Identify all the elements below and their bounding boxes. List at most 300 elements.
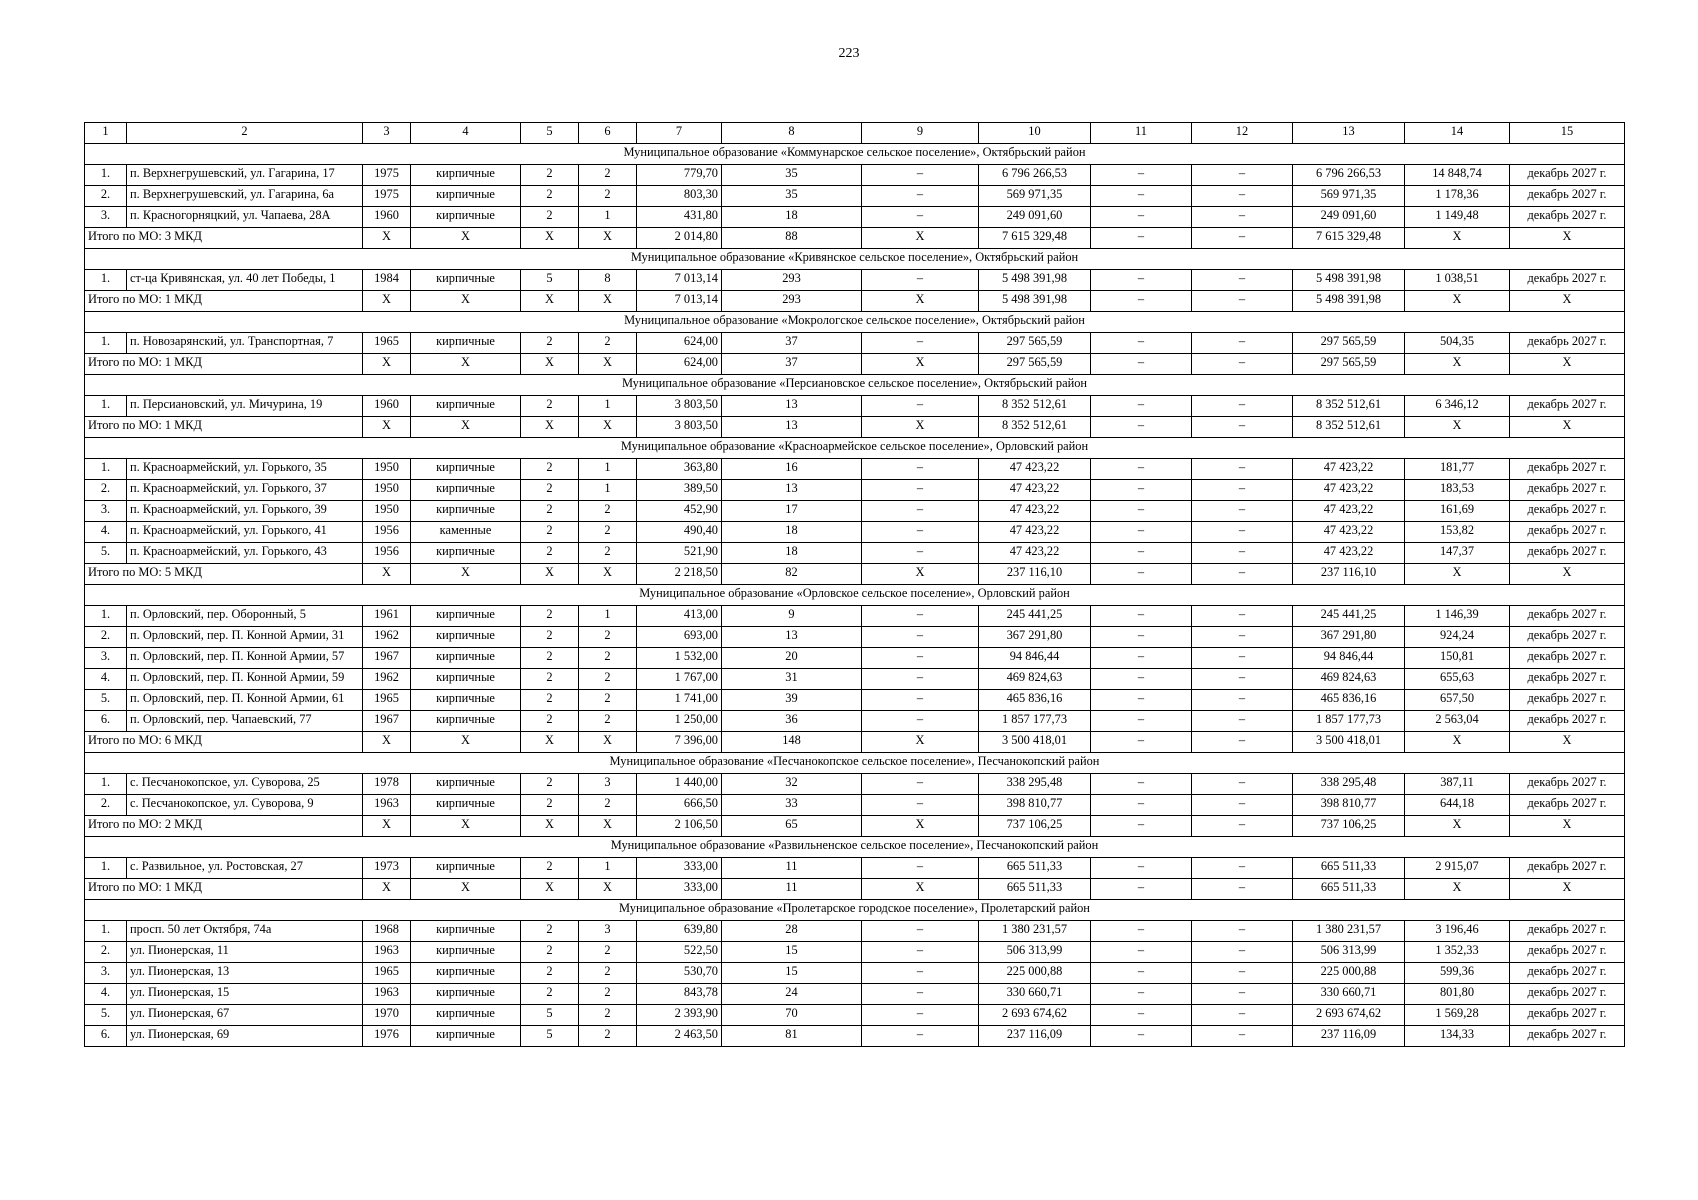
table-cell: 1956 bbox=[363, 543, 411, 564]
table-cell: 389,50 bbox=[637, 480, 722, 501]
table-cell: – bbox=[1091, 816, 1192, 837]
table-cell: – bbox=[1192, 186, 1293, 207]
table-cell: – bbox=[1091, 291, 1192, 312]
table-cell: 2 bbox=[521, 186, 579, 207]
table-cell: декабрь 2027 г. bbox=[1510, 459, 1625, 480]
table-cell: – bbox=[1192, 522, 1293, 543]
table-cell: п. Персиановский, ул. Мичурина, 19 bbox=[127, 396, 363, 417]
table-cell: 4. bbox=[85, 669, 127, 690]
table-cell: 249 091,60 bbox=[1293, 207, 1405, 228]
table-cell: 297 565,59 bbox=[979, 354, 1091, 375]
table-cell: – bbox=[1192, 627, 1293, 648]
table-cell: – bbox=[1091, 333, 1192, 354]
table-cell: 47 423,22 bbox=[979, 543, 1091, 564]
table-cell: 1975 bbox=[363, 165, 411, 186]
table-row bbox=[85, 501, 1625, 522]
section-title: Муниципальное образование «Коммунарское сельское поселение», Октябрьский район bbox=[85, 144, 1625, 165]
table-cell: 225 000,88 bbox=[979, 963, 1091, 984]
table-cell: кирпичные bbox=[411, 1026, 521, 1047]
table-cell: – bbox=[1091, 732, 1192, 753]
column-header: 4 bbox=[411, 123, 521, 144]
table-cell: 2 bbox=[521, 942, 579, 963]
table-cell: – bbox=[862, 858, 979, 879]
table-cell: 5 bbox=[521, 1026, 579, 1047]
table-row bbox=[85, 270, 1625, 291]
table-cell: декабрь 2027 г. bbox=[1510, 648, 1625, 669]
table-cell: – bbox=[1192, 963, 1293, 984]
table-cell: – bbox=[1192, 858, 1293, 879]
table-cell: 3 bbox=[579, 921, 637, 942]
total-row bbox=[85, 816, 1625, 837]
table-cell: кирпичные bbox=[411, 942, 521, 963]
table-row bbox=[85, 165, 1625, 186]
table-cell: 2 bbox=[521, 921, 579, 942]
table-cell: 13 bbox=[722, 627, 862, 648]
table-cell: 665 511,33 bbox=[1293, 879, 1405, 900]
table-cell: – bbox=[862, 921, 979, 942]
table-cell: 1965 bbox=[363, 690, 411, 711]
table-cell: – bbox=[1091, 1005, 1192, 1026]
table-cell: 237 116,10 bbox=[979, 564, 1091, 585]
table-cell: декабрь 2027 г. bbox=[1510, 333, 1625, 354]
table-cell: 1976 bbox=[363, 1026, 411, 1047]
table-cell: 1978 bbox=[363, 774, 411, 795]
table-cell: 639,80 bbox=[637, 921, 722, 942]
table-cell: 2 bbox=[521, 522, 579, 543]
table-cell: 15 bbox=[722, 963, 862, 984]
table-cell: – bbox=[1192, 669, 1293, 690]
table-cell: 24 bbox=[722, 984, 862, 1005]
table-cell: декабрь 2027 г. bbox=[1510, 1005, 1625, 1026]
table-cell: – bbox=[1091, 501, 1192, 522]
table-cell: 2 693 674,62 bbox=[979, 1005, 1091, 1026]
table-cell: 398 810,77 bbox=[979, 795, 1091, 816]
table-cell: X bbox=[411, 291, 521, 312]
table-cell: 1960 bbox=[363, 207, 411, 228]
table-cell: 2 bbox=[521, 858, 579, 879]
table-cell: 1970 bbox=[363, 1005, 411, 1026]
table-cell: X bbox=[579, 564, 637, 585]
table-cell: 924,24 bbox=[1405, 627, 1510, 648]
table-cell: – bbox=[862, 333, 979, 354]
table-cell: 1967 bbox=[363, 711, 411, 732]
table-cell: 47 423,22 bbox=[979, 522, 1091, 543]
table-cell: – bbox=[862, 648, 979, 669]
table-cell: 1962 bbox=[363, 627, 411, 648]
table-cell: п. Орловский, пер. П. Конной Армии, 59 bbox=[127, 669, 363, 690]
table-cell: – bbox=[1192, 333, 1293, 354]
table-cell: – bbox=[1091, 396, 1192, 417]
table-cell: 387,11 bbox=[1405, 774, 1510, 795]
table-cell: X bbox=[1510, 228, 1625, 249]
table-cell: кирпичные bbox=[411, 774, 521, 795]
table-cell: – bbox=[1091, 795, 1192, 816]
table-cell: X bbox=[862, 354, 979, 375]
table-cell: – bbox=[1091, 186, 1192, 207]
table-cell: X bbox=[411, 879, 521, 900]
table-cell: X bbox=[521, 228, 579, 249]
table-cell: – bbox=[1091, 606, 1192, 627]
table-cell: 3. bbox=[85, 648, 127, 669]
table-cell: 8 352 512,61 bbox=[1293, 417, 1405, 438]
table-cell: 779,70 bbox=[637, 165, 722, 186]
table-cell: 803,30 bbox=[637, 186, 722, 207]
section-row bbox=[85, 585, 1625, 606]
total-row bbox=[85, 228, 1625, 249]
table-cell: X bbox=[1510, 732, 1625, 753]
column-header: 11 bbox=[1091, 123, 1192, 144]
table-cell: 2 bbox=[579, 186, 637, 207]
table-cell: 183,53 bbox=[1405, 480, 1510, 501]
table-cell: 2 014,80 bbox=[637, 228, 722, 249]
table-cell: 2 bbox=[521, 774, 579, 795]
table-cell: 2 bbox=[579, 1026, 637, 1047]
table-cell: 569 971,35 bbox=[979, 186, 1091, 207]
table-cell: 2 218,50 bbox=[637, 564, 722, 585]
table-cell: 11 bbox=[722, 858, 862, 879]
table-cell: – bbox=[1192, 1005, 1293, 1026]
table-row bbox=[85, 333, 1625, 354]
table-cell: 1950 bbox=[363, 480, 411, 501]
column-header: 9 bbox=[862, 123, 979, 144]
table-cell: X bbox=[862, 417, 979, 438]
column-header: 15 bbox=[1510, 123, 1625, 144]
table-cell: – bbox=[862, 1026, 979, 1047]
table-cell: – bbox=[1091, 543, 1192, 564]
table-cell: – bbox=[1091, 942, 1192, 963]
table-cell: п. Красноармейский, ул. Горького, 43 bbox=[127, 543, 363, 564]
table-cell: – bbox=[1091, 879, 1192, 900]
table-cell: кирпичные bbox=[411, 186, 521, 207]
table-cell: ул. Пионерская, 69 bbox=[127, 1026, 363, 1047]
column-header: 10 bbox=[979, 123, 1091, 144]
table-cell: – bbox=[1192, 564, 1293, 585]
table-cell: декабрь 2027 г. bbox=[1510, 396, 1625, 417]
table-cell: – bbox=[1091, 690, 1192, 711]
table-cell: кирпичные bbox=[411, 333, 521, 354]
table-cell: 293 bbox=[722, 270, 862, 291]
table-cell: 6 796 266,53 bbox=[1293, 165, 1405, 186]
table-cell: X bbox=[411, 354, 521, 375]
table-cell: 363,80 bbox=[637, 459, 722, 480]
table-cell: – bbox=[862, 522, 979, 543]
table-cell: 1950 bbox=[363, 459, 411, 480]
total-row bbox=[85, 354, 1625, 375]
table-cell: X bbox=[363, 732, 411, 753]
table-cell: 1 178,36 bbox=[1405, 186, 1510, 207]
table-cell: X bbox=[363, 417, 411, 438]
table-cell: 8 352 512,61 bbox=[1293, 396, 1405, 417]
table-cell: декабрь 2027 г. bbox=[1510, 774, 1625, 795]
table-cell: с. Песчанокопское, ул. Суворова, 9 bbox=[127, 795, 363, 816]
table-cell: 47 423,22 bbox=[1293, 522, 1405, 543]
table-cell: 465 836,16 bbox=[979, 690, 1091, 711]
table-cell: 2 bbox=[579, 543, 637, 564]
table-cell: 504,35 bbox=[1405, 333, 1510, 354]
table-cell: 161,69 bbox=[1405, 501, 1510, 522]
table-cell: декабрь 2027 г. bbox=[1510, 942, 1625, 963]
table-cell: 5. bbox=[85, 690, 127, 711]
table-cell: 2 bbox=[521, 459, 579, 480]
table-cell: 2. bbox=[85, 627, 127, 648]
table-cell: ст-ца Кривянская, ул. 40 лет Победы, 1 bbox=[127, 270, 363, 291]
table-cell: X bbox=[1405, 564, 1510, 585]
table-cell: 2 393,90 bbox=[637, 1005, 722, 1026]
table-cell: – bbox=[862, 207, 979, 228]
table-cell: – bbox=[1192, 207, 1293, 228]
table-cell: 1. bbox=[85, 858, 127, 879]
table-cell: 398 810,77 bbox=[1293, 795, 1405, 816]
table-cell: 1 bbox=[579, 396, 637, 417]
table-cell: 5 498 391,98 bbox=[1293, 270, 1405, 291]
table-cell: 469 824,63 bbox=[979, 669, 1091, 690]
table-cell: 13 bbox=[722, 480, 862, 501]
table-cell: 506 313,99 bbox=[1293, 942, 1405, 963]
table-row bbox=[85, 1026, 1625, 1047]
table-cell: – bbox=[1091, 627, 1192, 648]
table-cell: 521,90 bbox=[637, 543, 722, 564]
table-cell: декабрь 2027 г. bbox=[1510, 795, 1625, 816]
total-row bbox=[85, 564, 1625, 585]
table-cell: 2 bbox=[521, 795, 579, 816]
table-cell: 1 bbox=[579, 606, 637, 627]
table-cell: декабрь 2027 г. bbox=[1510, 690, 1625, 711]
table-cell: 150,81 bbox=[1405, 648, 1510, 669]
table-cell: п. Красноармейский, ул. Горького, 35 bbox=[127, 459, 363, 480]
total-label: Итого по МО: 6 МКД bbox=[85, 732, 363, 753]
table-cell: 330 660,71 bbox=[1293, 984, 1405, 1005]
table-cell: X bbox=[862, 228, 979, 249]
table-cell: просп. 50 лет Октября, 74а bbox=[127, 921, 363, 942]
table-row bbox=[85, 648, 1625, 669]
table-row bbox=[85, 207, 1625, 228]
table-cell: – bbox=[1091, 984, 1192, 1005]
table-cell: п. Орловский, пер. П. Конной Армии, 61 bbox=[127, 690, 363, 711]
table-cell: 1960 bbox=[363, 396, 411, 417]
table-cell: 465 836,16 bbox=[1293, 690, 1405, 711]
table-cell: X bbox=[1405, 816, 1510, 837]
table-cell: 2 bbox=[521, 501, 579, 522]
table-cell: 3 803,50 bbox=[637, 396, 722, 417]
table-cell: X bbox=[1405, 354, 1510, 375]
table-cell: – bbox=[862, 480, 979, 501]
table-cell: 35 bbox=[722, 186, 862, 207]
table-cell: 452,90 bbox=[637, 501, 722, 522]
table-cell: – bbox=[862, 774, 979, 795]
table-row bbox=[85, 774, 1625, 795]
table-cell: 2. bbox=[85, 795, 127, 816]
table-cell: X bbox=[363, 564, 411, 585]
table-cell: 2 bbox=[579, 690, 637, 711]
table-cell: – bbox=[862, 165, 979, 186]
table-cell: X bbox=[579, 879, 637, 900]
table-cell: 522,50 bbox=[637, 942, 722, 963]
table-cell: – bbox=[1091, 648, 1192, 669]
table-cell: ул. Пионерская, 11 bbox=[127, 942, 363, 963]
table-cell: 737 106,25 bbox=[979, 816, 1091, 837]
column-header: 13 bbox=[1293, 123, 1405, 144]
table-cell: декабрь 2027 г. bbox=[1510, 543, 1625, 564]
table-cell: 2 bbox=[521, 984, 579, 1005]
table-cell: 333,00 bbox=[637, 858, 722, 879]
table-row bbox=[85, 669, 1625, 690]
table-cell: кирпичные bbox=[411, 1005, 521, 1026]
table-cell: X bbox=[1405, 417, 1510, 438]
section-row bbox=[85, 753, 1625, 774]
section-title: Муниципальное образование «Развильненское сельское поселение», Песчанокопский район bbox=[85, 837, 1625, 858]
table-cell: 1 bbox=[579, 459, 637, 480]
table-cell: 2. bbox=[85, 942, 127, 963]
table-cell: X bbox=[579, 291, 637, 312]
table-cell: 181,77 bbox=[1405, 459, 1510, 480]
page-number: 223 bbox=[838, 46, 860, 61]
table-cell: 1973 bbox=[363, 858, 411, 879]
table-cell: 17 bbox=[722, 501, 862, 522]
table-cell: 8 352 512,61 bbox=[979, 417, 1091, 438]
section-title: Муниципальное образование «Мокрологское сельское поселение», Октябрьский район bbox=[85, 312, 1625, 333]
table-cell: – bbox=[1192, 816, 1293, 837]
table-cell: 737 106,25 bbox=[1293, 816, 1405, 837]
table-cell: 2 bbox=[579, 522, 637, 543]
table-cell: каменные bbox=[411, 522, 521, 543]
column-header: 5 bbox=[521, 123, 579, 144]
table-cell: – bbox=[862, 396, 979, 417]
column-header: 6 bbox=[579, 123, 637, 144]
table-cell: 6 796 266,53 bbox=[979, 165, 1091, 186]
table-cell: 2 bbox=[521, 606, 579, 627]
table-cell: 2 bbox=[579, 795, 637, 816]
table-cell: – bbox=[1091, 774, 1192, 795]
table-row bbox=[85, 690, 1625, 711]
table-cell: 2 bbox=[579, 333, 637, 354]
table-cell: 665 511,33 bbox=[1293, 858, 1405, 879]
table-row bbox=[85, 459, 1625, 480]
table-cell: X bbox=[363, 228, 411, 249]
table-cell: кирпичные bbox=[411, 543, 521, 564]
table-cell: 1 380 231,57 bbox=[979, 921, 1091, 942]
table-cell: 1956 bbox=[363, 522, 411, 543]
table-cell: декабрь 2027 г. bbox=[1510, 207, 1625, 228]
table-cell: 2 bbox=[521, 648, 579, 669]
table-row bbox=[85, 396, 1625, 417]
table-cell: – bbox=[1192, 354, 1293, 375]
table-cell: – bbox=[1192, 732, 1293, 753]
table-cell: – bbox=[1192, 1026, 1293, 1047]
table-cell: 3 803,50 bbox=[637, 417, 722, 438]
table-cell: 2 bbox=[579, 165, 637, 186]
table-cell: кирпичные bbox=[411, 165, 521, 186]
table-cell: – bbox=[1091, 228, 1192, 249]
table-cell: декабрь 2027 г. bbox=[1510, 606, 1625, 627]
table-cell: 2 bbox=[579, 984, 637, 1005]
table-cell: 2 bbox=[579, 1005, 637, 1026]
table-cell: – bbox=[1192, 396, 1293, 417]
table-cell: 3. bbox=[85, 207, 127, 228]
table-cell: – bbox=[1192, 291, 1293, 312]
table-cell: кирпичные bbox=[411, 984, 521, 1005]
table-cell: 297 565,59 bbox=[979, 333, 1091, 354]
table-cell: декабрь 2027 г. bbox=[1510, 522, 1625, 543]
table-cell: кирпичные bbox=[411, 501, 521, 522]
table-cell: X bbox=[862, 564, 979, 585]
table-cell: – bbox=[1091, 1026, 1192, 1047]
table-cell: – bbox=[1192, 480, 1293, 501]
table-cell: X bbox=[411, 564, 521, 585]
table-cell: X bbox=[1405, 879, 1510, 900]
table-cell: X bbox=[411, 228, 521, 249]
section-title: Муниципальное образование «Песчанокопское сельское поселение», Песчанокопский район bbox=[85, 753, 1625, 774]
table-cell: 3 bbox=[579, 774, 637, 795]
table-cell: X bbox=[1510, 879, 1625, 900]
table-cell: X bbox=[411, 417, 521, 438]
column-header: 14 bbox=[1405, 123, 1510, 144]
table-cell: 36 bbox=[722, 711, 862, 732]
table-cell: 1 440,00 bbox=[637, 774, 722, 795]
table-cell: 569 971,35 bbox=[1293, 186, 1405, 207]
table-cell: 338 295,48 bbox=[979, 774, 1091, 795]
table-cell: 1 569,28 bbox=[1405, 1005, 1510, 1026]
table-cell: – bbox=[1091, 921, 1192, 942]
table-cell: 1965 bbox=[363, 333, 411, 354]
table-cell: X bbox=[1510, 816, 1625, 837]
table-cell: 2 bbox=[579, 669, 637, 690]
table-cell: X bbox=[411, 816, 521, 837]
table-cell: 1. bbox=[85, 165, 127, 186]
table-cell: X bbox=[521, 354, 579, 375]
total-label: Итого по МО: 1 МКД bbox=[85, 291, 363, 312]
table-cell: – bbox=[1091, 480, 1192, 501]
table-cell: 693,00 bbox=[637, 627, 722, 648]
table-cell: – bbox=[1091, 165, 1192, 186]
table-cell: X bbox=[521, 732, 579, 753]
table-cell: 1 bbox=[579, 480, 637, 501]
table-cell: 249 091,60 bbox=[979, 207, 1091, 228]
column-header: 1 bbox=[85, 123, 127, 144]
table-cell: 1 bbox=[579, 858, 637, 879]
column-header: 2 bbox=[127, 123, 363, 144]
table-cell: – bbox=[862, 942, 979, 963]
total-label: Итого по МО: 1 МКД bbox=[85, 354, 363, 375]
table-cell: 2 bbox=[579, 963, 637, 984]
table-cell: п. Орловский, пер. Чапаевский, 77 bbox=[127, 711, 363, 732]
table-cell: декабрь 2027 г. bbox=[1510, 669, 1625, 690]
table-cell: 624,00 bbox=[637, 354, 722, 375]
table-cell: 47 423,22 bbox=[1293, 543, 1405, 564]
table-cell: декабрь 2027 г. bbox=[1510, 984, 1625, 1005]
table-cell: 666,50 bbox=[637, 795, 722, 816]
table-cell: 7 615 329,48 bbox=[979, 228, 1091, 249]
table-cell: кирпичные bbox=[411, 207, 521, 228]
table-cell: 7 013,14 bbox=[637, 291, 722, 312]
table-cell: – bbox=[1192, 921, 1293, 942]
table-cell: 1975 bbox=[363, 186, 411, 207]
table-row bbox=[85, 984, 1625, 1005]
table-cell: 1. bbox=[85, 459, 127, 480]
table-cell: 5. bbox=[85, 543, 127, 564]
table-cell: кирпичные bbox=[411, 669, 521, 690]
table-cell: 1968 bbox=[363, 921, 411, 942]
table-cell: X bbox=[862, 816, 979, 837]
table-row bbox=[85, 480, 1625, 501]
table-cell: X bbox=[1510, 291, 1625, 312]
table-cell: 35 bbox=[722, 165, 862, 186]
table-cell: 39 bbox=[722, 690, 862, 711]
table-cell: 2 563,04 bbox=[1405, 711, 1510, 732]
table-cell: 2 bbox=[521, 480, 579, 501]
table-cell: 1 146,39 bbox=[1405, 606, 1510, 627]
table-cell: 2 bbox=[579, 648, 637, 669]
table-cell: кирпичные bbox=[411, 627, 521, 648]
